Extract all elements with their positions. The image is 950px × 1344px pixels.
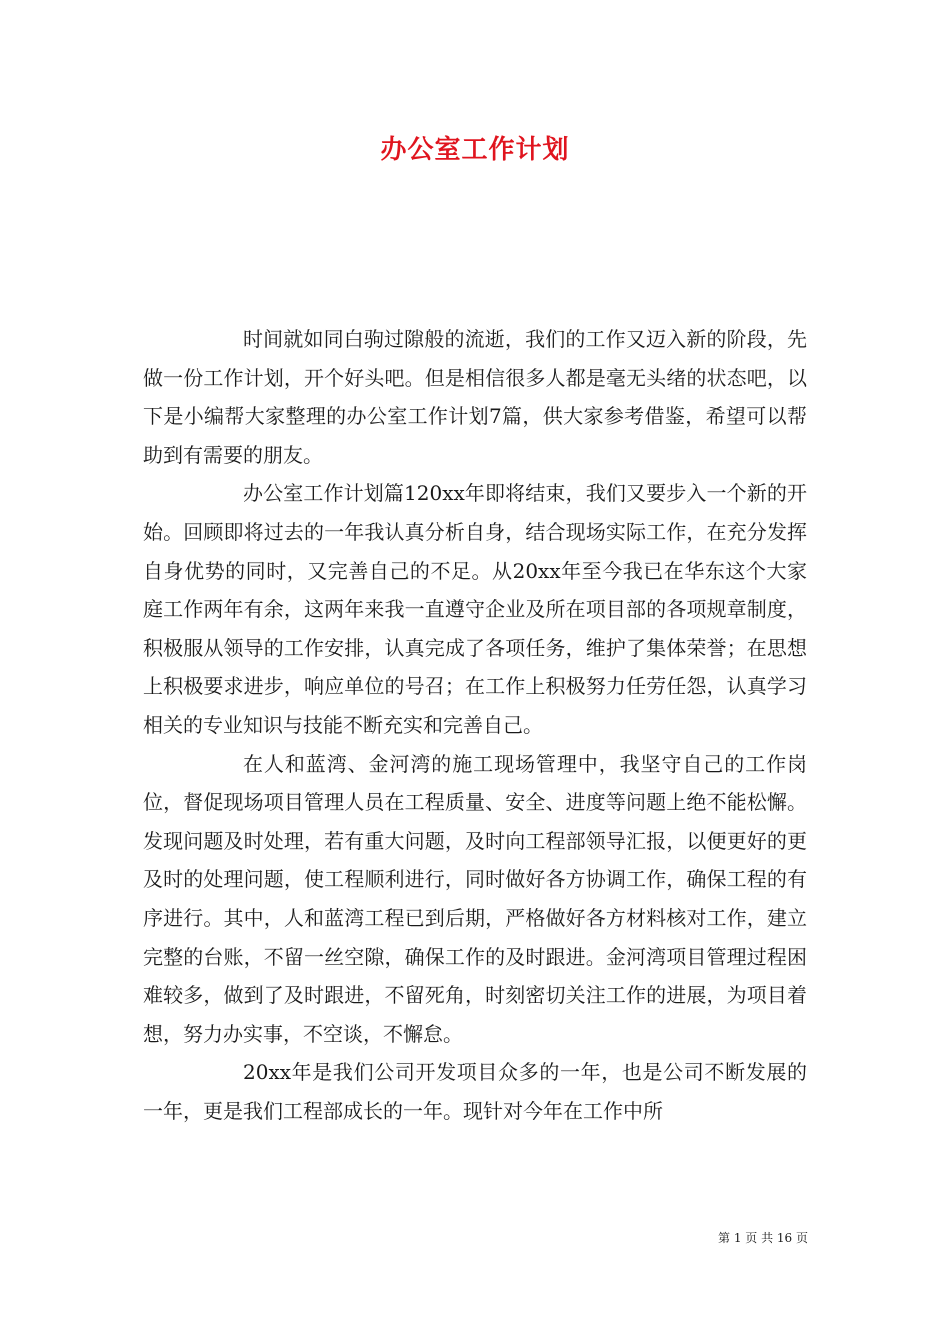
paragraph-1: 时间就如同白驹过隙般的流逝，我们的工作又迈入新的阶段，先做一份工作计划，开个好头吧。但是相信很多人都是毫无头绪的状态吧，以下是小编帮大家整理的办公室工作计划7篇，供大家参考借鉴，希望可以帮助到有需要的朋友。 — [143, 327, 807, 467]
page-number: 第 1 页 共 16 页 — [718, 1231, 808, 1245]
paragraph-3: 在人和蓝湾、金河湾的施工现场管理中，我坚守自己的工作岗位，督促现场项目管理人员在工程质量、安全、进度等问题上绝不能松懈。发现问题及时处理，若有重大问题，及时向工程部领导汇报，以便更好的更及时的处理问题，使工程顺利进行，同时做好各方协调工作，确保工程的有序进行。其中，人和蓝湾工程已到后期，严格做好各方材料核对工作，建立完整的台账，不留一丝空隙，确保工作的及时跟进。金河湾项目管理过程困难较多，做到了及时跟进，不留死角，时刻密切关注工作的进展，为项目着想，努力办实事，不空谈，不懈怠。 — [143, 751, 807, 1046]
paragraph-2: 办公室工作计划篇120xx年即将结束，我们又要步入一个新的开始。回顾即将过去的一年我认真分析自身，结合现场实际工作，在充分发挥自身优势的同时，又完善自己的不足。从20xx年至今我已在华东这个大家庭工作两年有余，这两年来我一直遵守企业及所在项目部的各项规章制度，积极服从领导的工作安排，认真完成了各项任务，维护了集体荣誉；在思想上积极要求进步，响应单位的号召；在工作上积极努力任劳任怨，认真学习相关的专业知识与技能不断充实和完善自己。 — [143, 481, 807, 737]
document-body — [143, 320, 807, 1130]
paragraph-4: 20xx年是我们公司开发项目众多的一年，也是公司不断发展的一年，更是我们工程部成长的一年。现针对今年在工作中所 — [143, 1060, 807, 1123]
document-title: 办公室工作计划 — [380, 135, 570, 165]
